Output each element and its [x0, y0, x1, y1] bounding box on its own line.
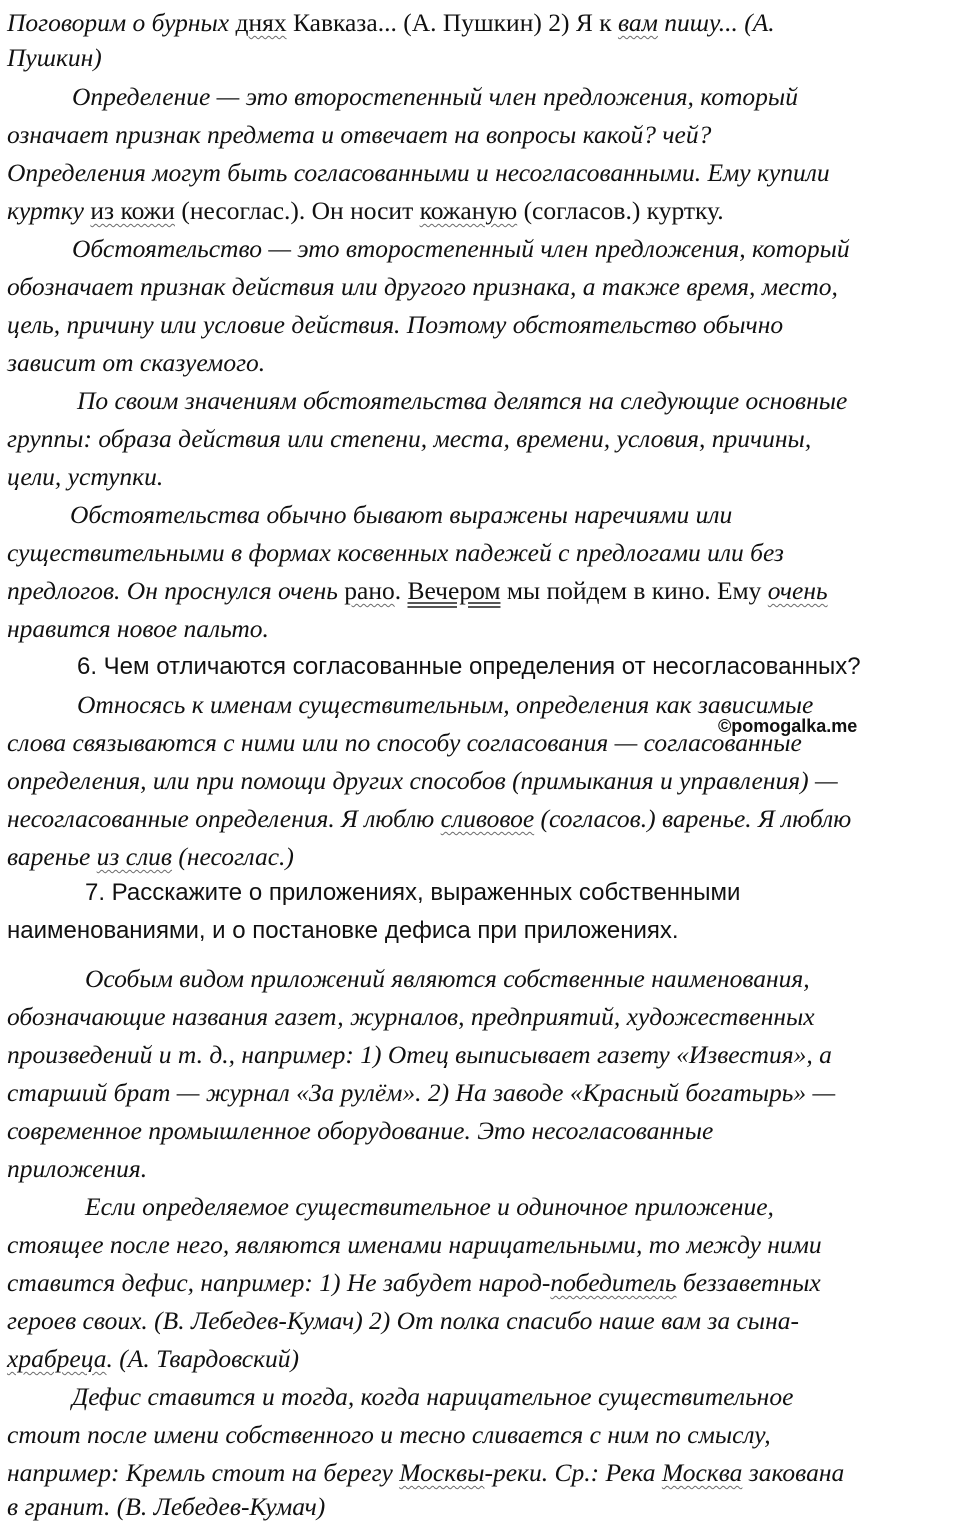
text-line: зависит от сказуемого.	[7, 348, 266, 377]
text-line: в гранит. (В. Лебедев-Кумач)	[7, 1492, 326, 1521]
paragraph-first-line: По своим значениям обстоятельства делятся на следующие основные	[77, 386, 848, 415]
text-run: предлогов. Он проснулся очень	[7, 576, 345, 605]
text-line: героев своих. (В. Лебедев-Кумач) 2) От полка спасибо наше вам за сына-	[7, 1306, 799, 1335]
text-run: закована	[742, 1458, 845, 1487]
paragraph-first-line: Дефис ставится и тогда, когда нарицательное существительное	[72, 1382, 794, 1411]
text-line: обозначает признак действия или другого признака, а также время, место,	[7, 272, 838, 301]
text-run: варенье	[7, 842, 97, 871]
text-line: Пушкин)	[7, 43, 102, 72]
underlined-word: сливовое	[440, 804, 535, 833]
text-line: цели, уступки.	[7, 462, 164, 491]
underlined-word: Москвы	[399, 1458, 485, 1487]
text-run: (несоглас.)	[172, 842, 294, 871]
text-line: обозначающие названия газет, журналов, предприятий, художественных	[7, 1002, 815, 1031]
paragraph-first-line: Обстоятельства обычно бывают выражены наречиями или	[70, 500, 733, 529]
text-line: группы: образа действия или степени, места, времени, условия, причины,	[7, 424, 812, 453]
text-run: .	[394, 576, 408, 605]
text-line: нравится новое пальто.	[7, 614, 269, 643]
text-run: Кавказа... (А. Пушкин) 2) Я к	[286, 8, 618, 37]
text-run: -реки. Ср.: Река	[484, 1458, 662, 1487]
text-line	[7, 1458, 844, 1488]
text-line: современное промышленное оборудование. Это несогласованные	[7, 1116, 714, 1145]
text-line	[7, 842, 294, 872]
text-line: старший брат — журнал «За рулём». 2) На заводе «Красный богатырь» —	[7, 1078, 836, 1107]
text-line: Определения могут быть согласованными и несогласованными. Ему купили	[7, 158, 830, 187]
text-line	[7, 196, 724, 226]
underlined-word: из кожи	[90, 196, 175, 225]
underlined-word: Вечером	[407, 576, 501, 605]
underlined-word: из слив	[96, 842, 173, 871]
paragraph-first-line: Относясь к именам существительным, определения как зависимые	[77, 690, 814, 719]
text-run: куртку	[7, 196, 91, 225]
text-run: (несоглас.). Он носит	[174, 196, 420, 225]
underlined-word: храбреца	[7, 1344, 107, 1373]
text-line	[7, 1268, 821, 1298]
question-heading: 6. Чем отличаются согласованные определения от несогласованных?	[77, 653, 861, 680]
text-line: определения, или при помощи других способов (примыкания и управления) —	[7, 766, 838, 795]
text-line	[7, 8, 775, 38]
site-watermark: ©pomogalka.me	[718, 716, 858, 736]
text-run: пишу... (А.	[657, 8, 775, 37]
paragraph-first-line: Если определяемое существительное и одиночное приложение,	[85, 1192, 774, 1221]
text-line	[7, 576, 828, 606]
text-run: Поговорим о бурных	[7, 8, 236, 37]
text-run: (согласов.) куртку.	[517, 196, 724, 225]
text-run: (согласов.) варенье. Я люблю	[534, 804, 852, 833]
text-run: мы пойдем в кино. Ему	[500, 576, 768, 605]
question-heading-line-2: наименованиями, и о постановке дефиса при приложениях.	[7, 917, 679, 944]
text-run: беззаветных	[676, 1268, 821, 1297]
underlined-word: кожаную	[419, 196, 518, 225]
text-line: стоящее после него, являются именами нарицательными, то между ними	[7, 1230, 822, 1259]
underlined-word: Москва	[661, 1458, 743, 1487]
text-run: например: Кремль стоит на берегу	[7, 1458, 400, 1487]
text-line: стоит после имени собственного и тесно сливается с ним по смыслу,	[7, 1420, 771, 1449]
underlined-word: очень	[767, 576, 828, 605]
text-line	[7, 1344, 299, 1374]
paragraph-first-line: Особым видом приложений являются собственные наименования,	[85, 964, 810, 993]
paragraph-first-line: Определение — это второстепенный член предложения, который	[72, 82, 798, 111]
text-run: ставится дефис, например: 1) Не забудет народ-	[7, 1268, 551, 1297]
text-line: слова связываются с ними или по способу согласования — согласованные	[7, 728, 802, 757]
underlined-word: победитель	[550, 1268, 677, 1297]
underlined-word: рано	[344, 576, 395, 605]
paragraph-first-line: Обстоятельство — это второстепенный член предложения, который	[72, 234, 850, 263]
underlined-word: днях	[235, 8, 287, 37]
text-line: означает признак предмета и отвечает на вопросы какой? чей?	[7, 120, 712, 149]
question-heading: 7. Расскажите о приложениях, выраженных собственными	[85, 879, 741, 906]
text-run: . (А. Твардовский)	[106, 1344, 300, 1373]
text-run: несогласованные определения. Я люблю	[7, 804, 441, 833]
text-line: цель, причину или условие действия. Поэтому обстоятельство обычно	[7, 310, 784, 339]
text-line: произведений и т. д., например: 1) Отец выписывает газету «Известия», а	[7, 1040, 832, 1069]
text-line: приложения.	[7, 1154, 148, 1183]
underlined-word: вам	[617, 8, 658, 37]
text-line: существительными в формах косвенных падежей с предлогами или без	[7, 538, 784, 567]
text-line	[7, 804, 851, 834]
